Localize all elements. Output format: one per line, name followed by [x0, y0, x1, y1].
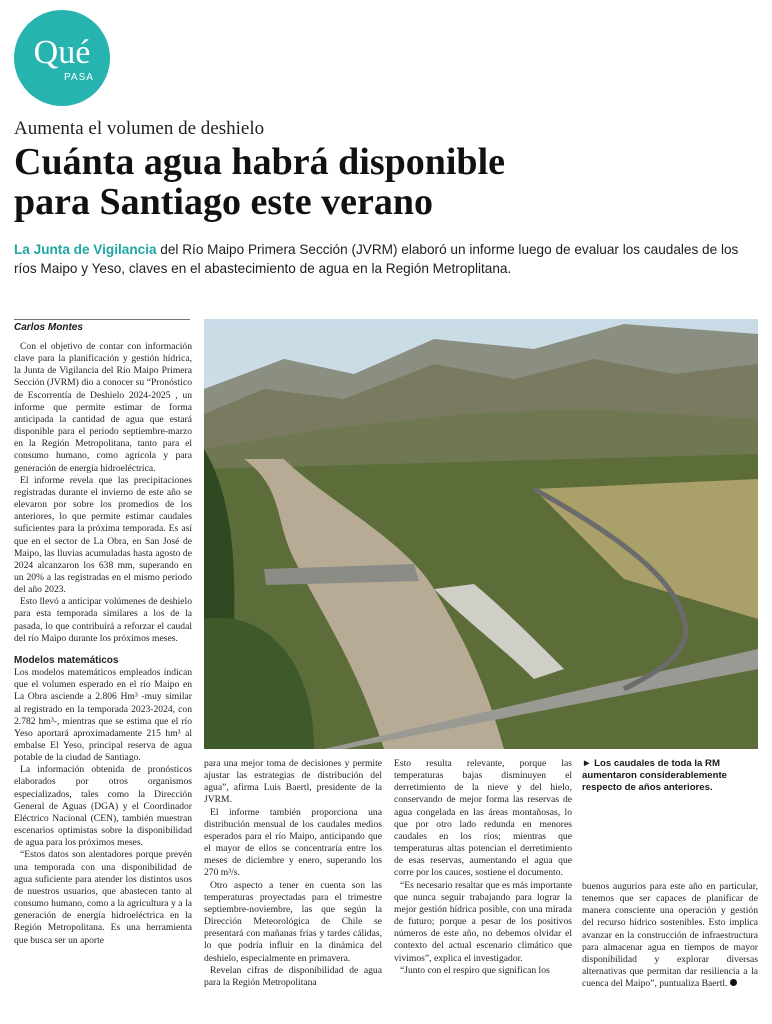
- photo-illustration: [204, 319, 758, 749]
- paragraph: “Es necesario resaltar que es más importante que nunca seguir trabajando para lograr la mejor gestión hídrica posible, con una mirada de futuro; porque a pesar de los positivos números de este año, no debemos olvidar el contexto del actual escenario climático que vivimos”, explica el investigador.: [394, 879, 572, 964]
- lead-highlight: La Junta de Vigilancia: [14, 242, 157, 257]
- paragraph: para una mejor toma de decisiones y permite ajustar las estrategias de distribución del agua”, afirma Luis Baertl, presidente de la JVRM.: [204, 758, 382, 806]
- logo-que-text: Qué: [33, 34, 91, 71]
- paragraph: Otro aspecto a tener en cuenta son las temperaturas proyectadas para el trimestre septiembre-noviembre, las que según la Dirección Meteorológica de Chile se presentará con mañanas frías y tardes cálidas, lo que podría influir en la dinámica del deshielo, especialmente en primavera.: [204, 879, 382, 964]
- body-column-3: [394, 758, 572, 977]
- headline-line-2: para Santiago este verano: [14, 181, 434, 223]
- body-column-4: [582, 881, 758, 990]
- byline: Carlos Montes: [14, 322, 83, 333]
- paragraph: Esto resulta relevante, porque las temperaturas bajas disminuyen el derretimiento de la nieve y del hielo, conservando de mejor forma las reservas de agua congelada en las áreas montañosas, lo que por otro lado redunda en menores caudales en los ríos; mientras que temperaturas altas potencian el derretimiento de esas reservas, aumentando el agua que corre por los cauces, sostiene el documento.: [394, 758, 572, 879]
- paragraph: “Junto con el respiro que significan los: [400, 964, 550, 976]
- paragraph: Con el objetivo de contar con información clave para la planificación y gestión hídrica, la Junta de Vigilancia del Río Maipo Primera Sección (JVRM) dio a conocer su “Pronóstico de Escorrentía de Deshielo 2024-2025 , un informe que permite estimar de forma anticipada la cantidad de agua que estará disponible para el periodo septiembre-marzo en la Región Metropolitana, tanto para el consumo humano, como agrícola y para generación de energía hidroeléctrica.: [14, 341, 192, 474]
- river-aerial-photo: [204, 319, 758, 749]
- end-mark-icon: [730, 979, 737, 986]
- body-column-1: [14, 341, 192, 947]
- byline-rule: [14, 319, 190, 320]
- paragraph: El informe revela que las precipitaciones registradas durante el invierno de este año se elevaron por sobre los promedios de los anteriores, lo que permite estimar caudales suficientes para la próxima temporada. Es así que en el sector de La Obra, en San José de Maipo, las lluvias acumuladas hasta agosto de 2024 alcanzaron los 638 mm, superando en un 20% a las registradas en el mismo periodo del año 2023.: [14, 474, 192, 596]
- subheading: Modelos matemáticos: [14, 654, 119, 666]
- paragraph: El informe también proporciona una distribución mensual de los caudales medios esperados para el río Maipo, anticipando que el mayor de ellos se concentraría entre los meses de diciembre y enero, superando los 270 m³/s.: [204, 806, 382, 879]
- paragraph: [582, 881, 758, 990]
- paragraph-text: buenos augurios para este año en particular, tenemos que ser capaces de planificar de manera consciente una operación y gestión del recurso hídrico sostenibles. Esto implica avanzar en la construcción de infraestructura para almacenar agua en tiempos de mayor disponibilidad y explorar diversas alternativas que permitan dar resiliencia a la cuenca del Maipo”, puntualiza Baertl.: [582, 881, 758, 990]
- paragraph: La información obtenida de pronósticos elaborados por otros organismos especializados, tales como la Dirección General de Aguas (DGA) y el Coordinador Eléctrico Nacional (CEN), también muestran escenarios optimistas sobre la disponibilidad de agua para los próximos meses.: [14, 764, 192, 849]
- photo-caption: ► Los caudales de toda la RM aumentaron considerablemente respecto de años anteriores.: [582, 758, 728, 793]
- paragraph: Revelan cifras de disponibilidad de agua para la Región Metropolitana: [204, 964, 382, 988]
- lead-text: del Río Maipo Primera Sección (JVRM) elaboró un informe luego de evaluar los caudales de los ríos Maipo y Yeso, claves en el abastecimiento de agua en la Región Metroplitana.: [14, 242, 739, 276]
- paragraph: Los modelos matemáticos empleados indican que el volumen esperado en el río Maipo en La Obra asciende a 2.806 Hm³ -muy similar al registrado en la temporada 2023-2024, con 2.782 hm³-, mientras que se estima que el río Yeso aportará aproximadamente 215 hm³ al embalse El Yeso, principal reserva de agua potable de la ciudad de Santiago.: [14, 667, 192, 764]
- article-kicker: Aumenta el volumen de deshielo: [14, 118, 265, 139]
- paragraph: Esto llevó a anticipar volúmenes de deshielo para esta temporada similares a los de la pasada, lo que contribuirá a reforzar el caudal del río Maipo durante los próximos meses.: [14, 596, 192, 644]
- que-pasa-logo: [14, 10, 110, 106]
- body-column-2: [204, 758, 382, 989]
- paragraph: “Estos datos son alentadores porque prevén una temporada con una disponibilidad de agua suficiente para atender los distintos usos de nuestros usuarios, que abastecen tanto al consumo humano, como a la agricultura y a la generación de energía hidroeléctrica en la Región Metropolitana. Es una herramienta que busca ser un aporte: [14, 849, 192, 946]
- article-headline: [14, 142, 754, 222]
- headline-line-1: Cuánta agua habrá disponible: [14, 141, 505, 183]
- article-lead: [14, 240, 754, 278]
- logo-pasa-text: PASA: [64, 72, 94, 83]
